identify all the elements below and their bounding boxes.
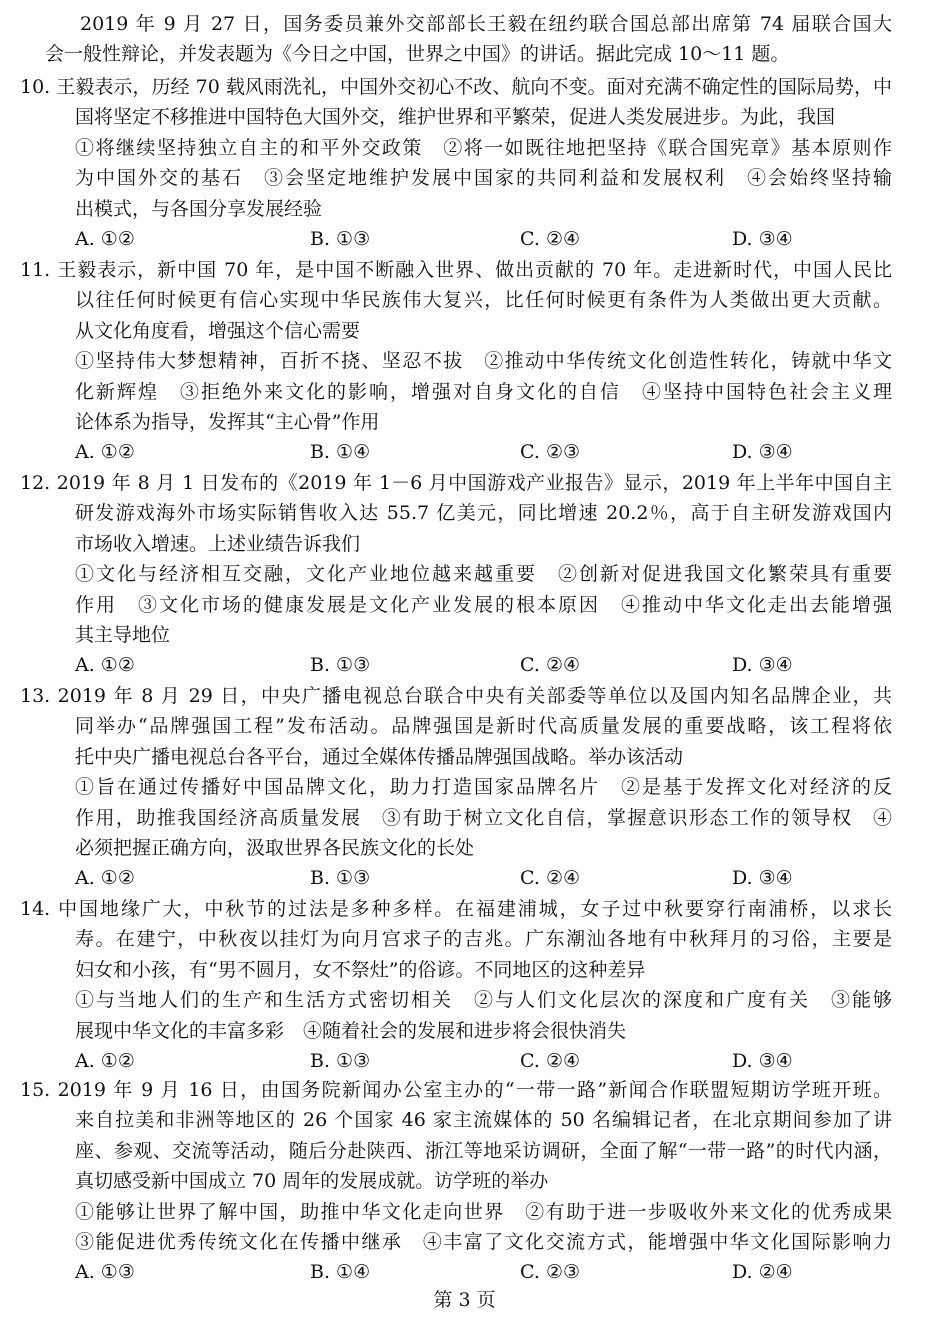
question-10-option-text: 出模式，与各国分享发展经验 [75, 198, 323, 220]
question-15-stem: 来自拉美和非洲等地区的 26 个国家 46 家主流媒体的 50 名编辑记者，在北京期间参加了讲 [75, 1109, 892, 1131]
question-14-choices [0, 1047, 929, 1075]
choice-d[interactable]: D. ③④ [732, 1050, 793, 1072]
choice-b[interactable]: B. ①③ [310, 228, 371, 250]
choice-a[interactable]: A. ①② [75, 654, 135, 676]
choice-a[interactable]: A. ①② [75, 867, 135, 889]
page-number: 第 3 页 [433, 1289, 496, 1311]
choice-a[interactable]: A. ①② [75, 441, 135, 463]
question-11-option-text: ①坚持伟大梦想精神，百折不挠、坚忍不拔 ②推动中华传统文化创造性转化，铸就中华文 [75, 350, 892, 372]
question-12-option-text: ①文化与经济相互交融，文化产业地位越来越重要 ②创新对促进我国文化繁荣具有重要 [75, 563, 892, 585]
question-13-option-text: 作用，助推我国经济高质量发展 ③有助于树立文化自信，掌握意识形态工作的领导权 ④ [75, 807, 892, 829]
question-10-option-text: 为中国外交的基石 ③会坚定地维护发展中国家的共同利益和发展权利 ④会始终坚持输 [75, 167, 892, 189]
intro-line: 2019 年 9 月 27 日，国务委员兼外交部部长王毅在纽约联合国总部出席第 74 届联合国大 [80, 13, 892, 35]
question-11-stem: 11. 王毅表示，新中国 70 年，是中国不断融入世界、做出贡献的 70 年。走进新时代，中国人民比 [20, 259, 892, 281]
question-14-stem: 14. 中国地缘广大，中秋节的过法是多种多样。在福建浦城，女子过中秋要穿行南浦桥，以求长 [20, 898, 892, 920]
question-11-stem: 以往任何时候更有信心实现中华民族伟大复兴，比任何时候更有条件为人类做出更大贡献。 [75, 289, 892, 311]
choice-c[interactable]: C. ②③ [520, 441, 581, 463]
question-13-stem: 13. 2019 年 8 月 29 日，中央广播电视总台联合中央有关部委等单位以及国内知名品牌企业，共 [20, 685, 892, 707]
choice-b[interactable]: B. ①④ [310, 441, 371, 463]
question-12-option-text: 其主导地位 [75, 624, 171, 646]
choice-d[interactable]: D. ②④ [732, 1261, 793, 1283]
question-13-option-text: 必须把握正确方向，汲取世界各民族文化的长处 [75, 837, 475, 859]
intro-line: 会一般性辩论，并发表题为《今日之中国，世界之中国》的讲话。据此完成 10～11 题。 [45, 43, 790, 65]
question-15-choices [0, 1258, 929, 1286]
question-10-stem: 国将坚定不移推进中国特色大国外交，维护世界和平繁荣，促进人类发展进步。为此，我国 [75, 106, 835, 128]
question-13-choices [0, 864, 929, 892]
choice-c[interactable]: C. ②④ [520, 228, 581, 250]
question-10-stem: 10. 王毅表示，历经 70 载风雨洗礼，中国外交初心不改、航向不变。面对充满不确定性的国际局势，中 [20, 76, 892, 98]
choice-d[interactable]: D. ③④ [732, 654, 793, 676]
question-15-option-text: ③能促进优秀传统文化在传播中继承 ④丰富了文化交流方式，能增强中华文化国际影响力 [75, 1231, 892, 1253]
choice-c[interactable]: C. ②③ [520, 1261, 581, 1283]
choice-d[interactable]: D. ③④ [732, 228, 793, 250]
question-15-stem: 真切感受新中国成立 70 周年的发展成就。访学班的举办 [75, 1170, 549, 1192]
question-14-option-text: 展现中华文化的丰富多彩 ④随着社会的发展和进步将会很快消失 [75, 1020, 627, 1042]
choice-b[interactable]: B. ①④ [310, 1261, 371, 1283]
question-14-stem: 寿。在建宁，中秋夜以挂灯为向月宫求子的吉兆。广东潮汕各地有中秋拜月的习俗，主要是 [75, 928, 892, 950]
choice-b[interactable]: B. ①③ [310, 654, 371, 676]
choice-a[interactable]: A. ①② [75, 228, 135, 250]
question-14-stem: 妇女和小孩，有“男不圆月，女不祭灶”的俗谚。不同地区的这种差异 [75, 959, 646, 981]
choice-c[interactable]: C. ②④ [520, 867, 581, 889]
question-11-option-text: 论体系为指导，发挥其“主心骨”作用 [75, 411, 380, 433]
question-15-stem: 座、参观、交流等活动，随后分赴陕西、浙江等地采访调研，全面了解“一带一路”的时代内涵， [75, 1140, 892, 1162]
question-11-choices [0, 438, 929, 466]
question-13-stem: 同举办“品牌强国工程”发布活动。品牌强国是新时代高质量发展的重要战略，该工程将依 [75, 715, 892, 737]
choice-a[interactable]: A. ①③ [75, 1261, 135, 1283]
question-12-choices [0, 651, 929, 679]
question-15-option-text: ①能够让世界了解中国，助推中华文化走向世界 ②有助于进一步吸收外来文化的优秀成果 [75, 1201, 892, 1223]
choice-c[interactable]: C. ②④ [520, 654, 581, 676]
question-11-stem: 从文化角度看，增强这个信心需要 [75, 320, 361, 342]
choice-b[interactable]: B. ①③ [310, 1050, 371, 1072]
question-12-option-text: 作用 ③文化市场的健康发展是文化产业发展的根本原因 ④推动中华文化走出去能增强 [75, 594, 892, 616]
question-13-option-text: ①旨在通过传播好中国品牌文化，助力打造国家品牌名片 ②是基于发挥文化对经济的反 [75, 776, 892, 798]
question-10-option-text: ①将继续坚持独立自主的和平外交政策 ②将一如既往地把坚持《联合国宪章》基本原则作 [75, 137, 892, 159]
question-13-stem: 托中央广播电视总台各平台，通过全媒体传播品牌强国战略。举办该活动 [75, 746, 684, 768]
question-12-stem: 研发游戏海外市场实际销售收入达 55.7 亿美元，同比增速 20.2％，高于自主研发游戏国内 [75, 502, 892, 524]
question-12-stem: 12. 2019 年 8 月 1 日发布的《2019 年 1－6 月中国游戏产业报告》显示，2019 年上半年中国自主 [20, 472, 892, 494]
choice-d[interactable]: D. ③④ [732, 867, 793, 889]
question-12-stem: 市场收入增速。上述业绩告诉我们 [75, 533, 361, 555]
choice-d[interactable]: D. ③④ [732, 441, 793, 463]
question-10-choices [0, 225, 929, 253]
question-11-option-text: 化新辉煌 ③拒绝外来文化的影响，增强对自身文化的自信 ④坚持中国特色社会主义理 [75, 381, 892, 403]
question-14-option-text: ①与当地人们的生产和生活方式密切相关 ②与人们文化层次的深度和广度有关 ③能够 [75, 989, 892, 1011]
choice-c[interactable]: C. ②④ [520, 1050, 581, 1072]
choice-a[interactable]: A. ①② [75, 1050, 135, 1072]
choice-b[interactable]: B. ①③ [310, 867, 371, 889]
question-15-stem: 15. 2019 年 9 月 16 日，由国务院新闻办公室主办的“一带一路”新闻合作联盟短期访学班开班。 [20, 1079, 892, 1101]
